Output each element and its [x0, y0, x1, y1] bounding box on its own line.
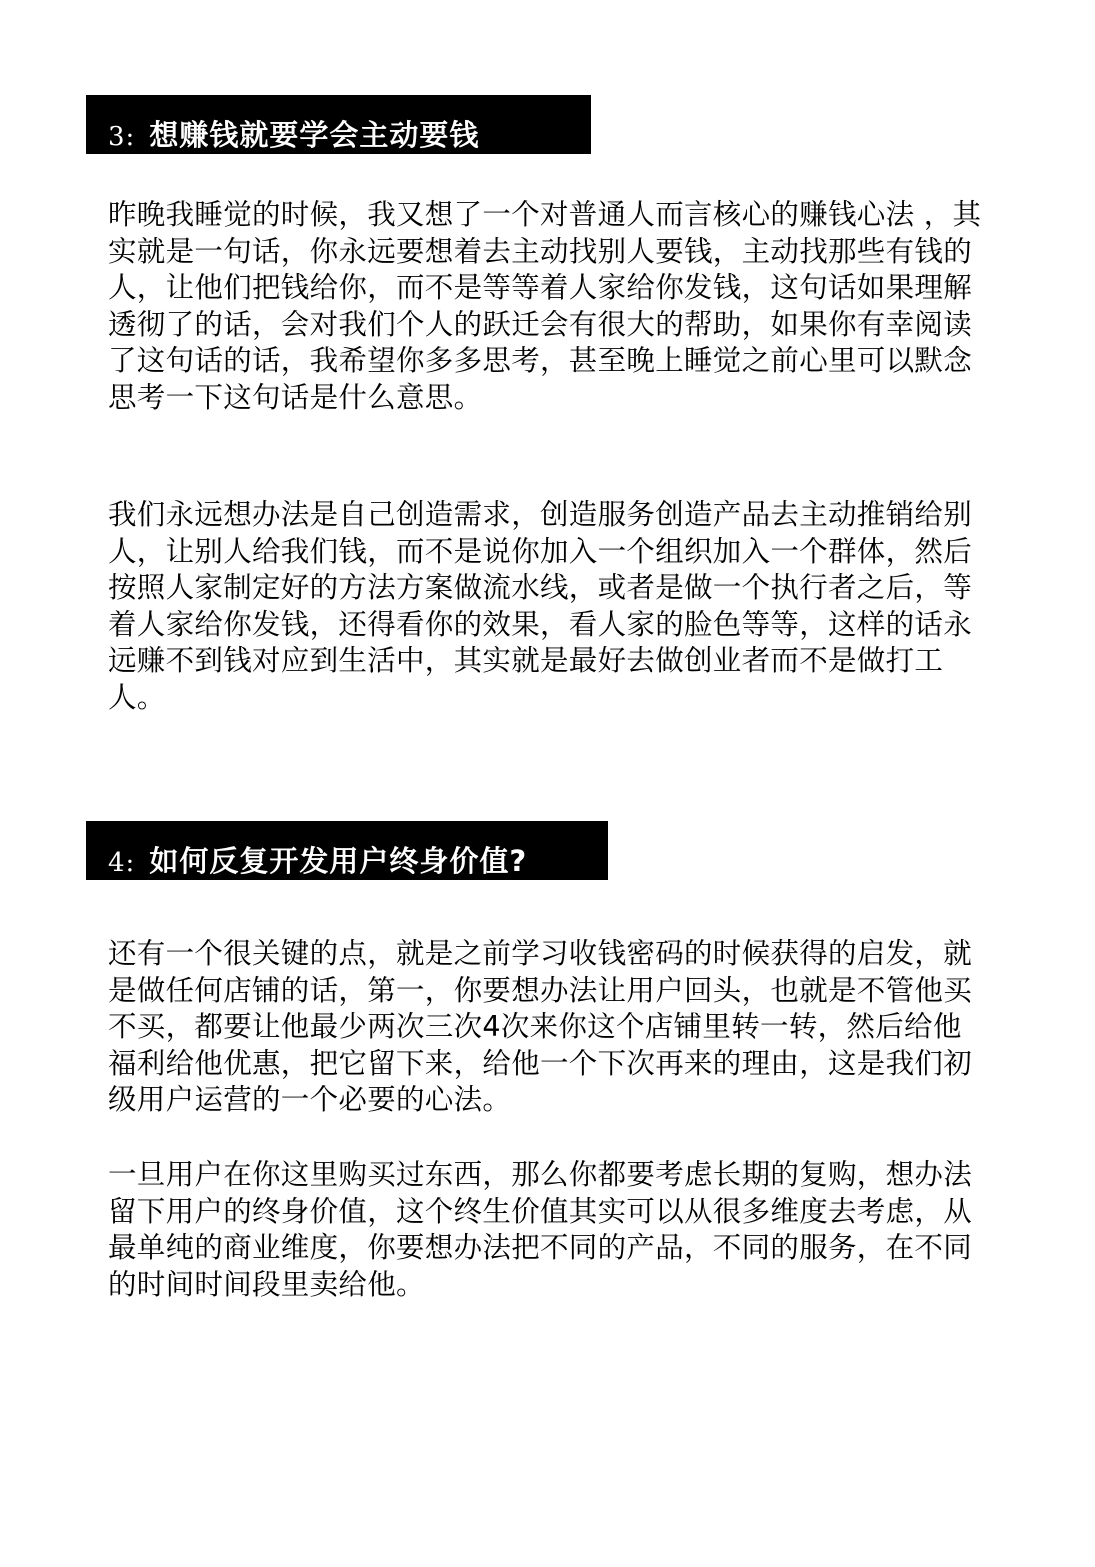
paragraph: 还有一个很关键的点，就是之前学习收钱密码的时候获得的启发，就是做任何店铺的话，第一，你要想办法让用户回头，也就是不管他买不买，都要让他最少两次三次4次来你这个店铺里转一转，然后给他福利给他优惠，把它留下来，给他一个下次再来的理由，这是我们初级用户运营的一个必要的心法。 — [108, 937, 973, 1116]
section-title: 想赚钱就要学会主动要钱 — [149, 118, 480, 152]
paragraph: 我们永远想办法是自己创造需求，创造服务创造产品去主动推销给别人，让别人给我们钱，而不是说你加入一个组织加入一个群体，然后按照人家制定好的方法方案做流水线，或者是做一个执行者之后，等着人家给你发钱，还得看你的效果，看人家的脸色等等，这样的话永远赚不到钱对应到生活中，其实就是最好去做创业者而不是做打工人。 — [108, 498, 973, 714]
section-title: 如何反复开发用户终身价值? — [149, 844, 528, 878]
paragraph: 昨晚我睡觉的时候，我又想了一个对普通人而言核心的赚钱心法 ，其实就是一句话，你永远要想着去主动找别人要钱，主动找那些有钱的人，让他们把钱给你，而不是等等着人家给你发钱，这句话如果理解透彻了的话，会对我们个人的跃迁会有很大的帮助，如果你有幸阅读了这句话的话，我希望你多多思考，甚至晚上睡觉之前心里可以默念思考一下这句话是什么意思。 — [108, 198, 982, 414]
paragraph: 一旦用户在你这里购买过东西，那么你都要考虑长期的复购，想办法留下用户的终身价值，这个终生价值其实可以从很多维度去考虑，从最单纯的商业维度，你要想办法把不同的产品，不同的服务，在不同的时间时间段里卖给他。 — [108, 1158, 973, 1301]
section-header-4 — [86, 821, 608, 880]
section-number: 3: — [108, 122, 136, 152]
section-header-3 — [86, 95, 591, 154]
section-number: 4: — [108, 848, 136, 878]
